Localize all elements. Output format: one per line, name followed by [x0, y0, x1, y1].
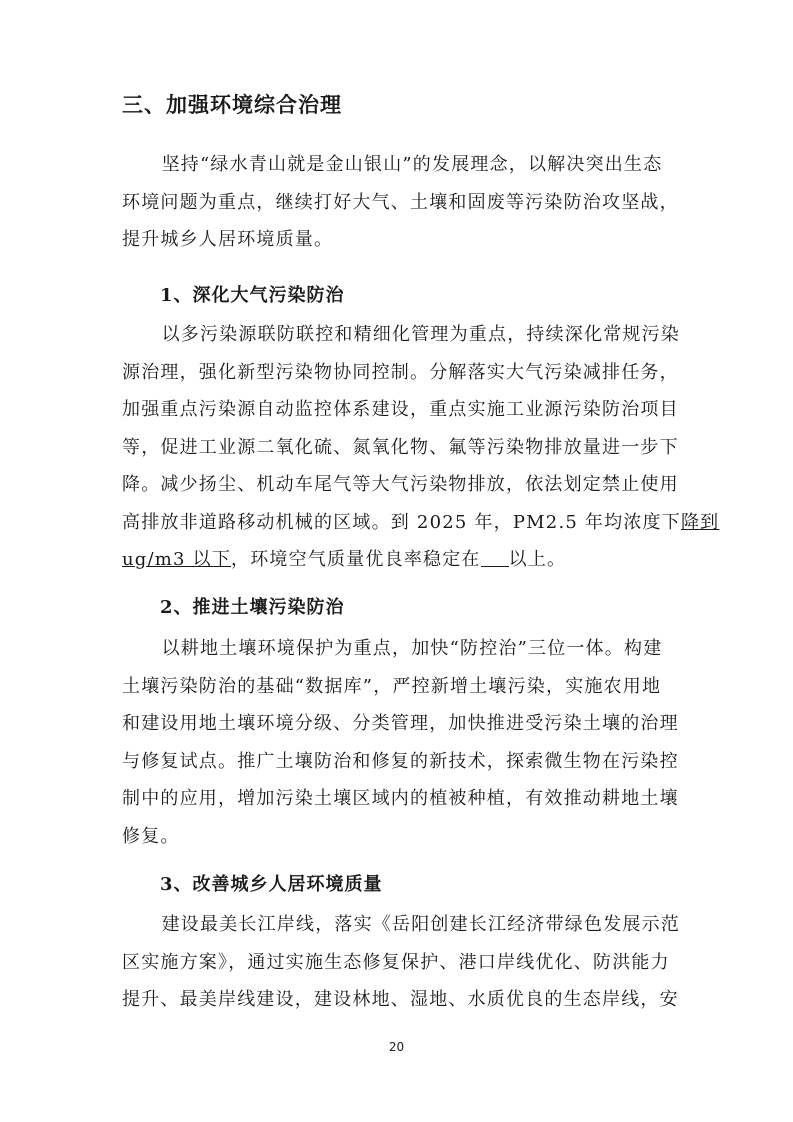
paragraph-line: 与修复试点。推广土壤防治和修复的新技术，探索微生物在污染控 — [122, 750, 679, 772]
paragraph-text: 高排放非道路移动机械的区域。到 2025 年，PM2.5 年均浓度下 — [122, 511, 681, 533]
paragraph-line-with-blank — [122, 541, 674, 579]
intro-line: 提升城乡人居环境质量。 — [122, 229, 334, 250]
paragraph-line: 加强重点污染源自动监控体系建设，重点实施工业源污染防治项目 — [122, 399, 679, 420]
paragraph-text: ，环境空气质量优良率稳定在 — [231, 549, 481, 570]
paragraph-line: 等，促进工业源二氧化硫、氮氧化物、氟等污染物排放量进一步下 — [122, 436, 679, 458]
paragraph-line: 土壤污染防治的基础“数据库”，严控新增土壤污染，实施农用地 — [122, 675, 662, 697]
paragraph-line: 提升、最美岸线建设，建设林地、湿地、水质优良的生态岸线，安 — [122, 989, 679, 1010]
paragraph-line: 以多污染源联防联控和精细化管理为重点，持续深化常规污染 — [161, 324, 680, 345]
intro-paragraph — [122, 146, 679, 259]
underlined-text: 降到 — [680, 511, 720, 533]
paragraph-line: 建设最美长江岸线，落实《岳阳创建长江经济带绿色发展示范 — [161, 914, 680, 935]
subsection-title-1: 1、深化大气污染防治 — [160, 285, 345, 306]
paragraph-line: 区实施方案》，通过实施生态修复保护、港口岸线优化、防洪能力 — [122, 951, 670, 973]
subsection-3-paragraph — [122, 906, 680, 1019]
paragraph-line: 制中的应用，增加污染土壤区域内的植被种植，有效推动耕地土壤 — [122, 788, 679, 809]
subsection-2-paragraph — [122, 630, 679, 855]
subsection-title-2: 2、推进土壤污染防治 — [160, 597, 345, 618]
paragraph-line: 修复。 — [122, 825, 180, 847]
paragraph-text: 以上。 — [508, 549, 567, 570]
subsection-title-3: 3、改善城乡人居环境质量 — [160, 874, 383, 895]
paragraph-line: 和建设用地土壤环境分级、分类管理，加快推进受污染土壤的治理 — [122, 713, 679, 734]
paragraph-line: 降。减少扬尘、机动车尾气等大气污染物排放，依法划定禁止使用 — [122, 474, 679, 495]
intro-line: 环境问题为重点，继续打好大气、土壤和固废等污染防治攻坚战， — [122, 191, 679, 213]
underlined-text: ug/m3 以下 — [122, 549, 232, 570]
intro-line: 坚持“绿水青山就是金山银山”的发展理念，以解决突出生态 — [161, 154, 663, 175]
paragraph-line: 以耕地土壤环境保护为重点，加快“防控治”三位一体。构建 — [161, 638, 663, 659]
paragraph-line: 源治理，强化新型污染物协同控制。分解落实大气污染减排任务， — [122, 361, 679, 383]
page-number: 20 — [388, 1040, 405, 1054]
fill-in-blank — [481, 548, 509, 567]
subsection-1-paragraph — [122, 316, 720, 579]
section-heading: 三、加强环境综合治理 — [122, 93, 342, 117]
paragraph-line-with-underline — [122, 504, 720, 542]
